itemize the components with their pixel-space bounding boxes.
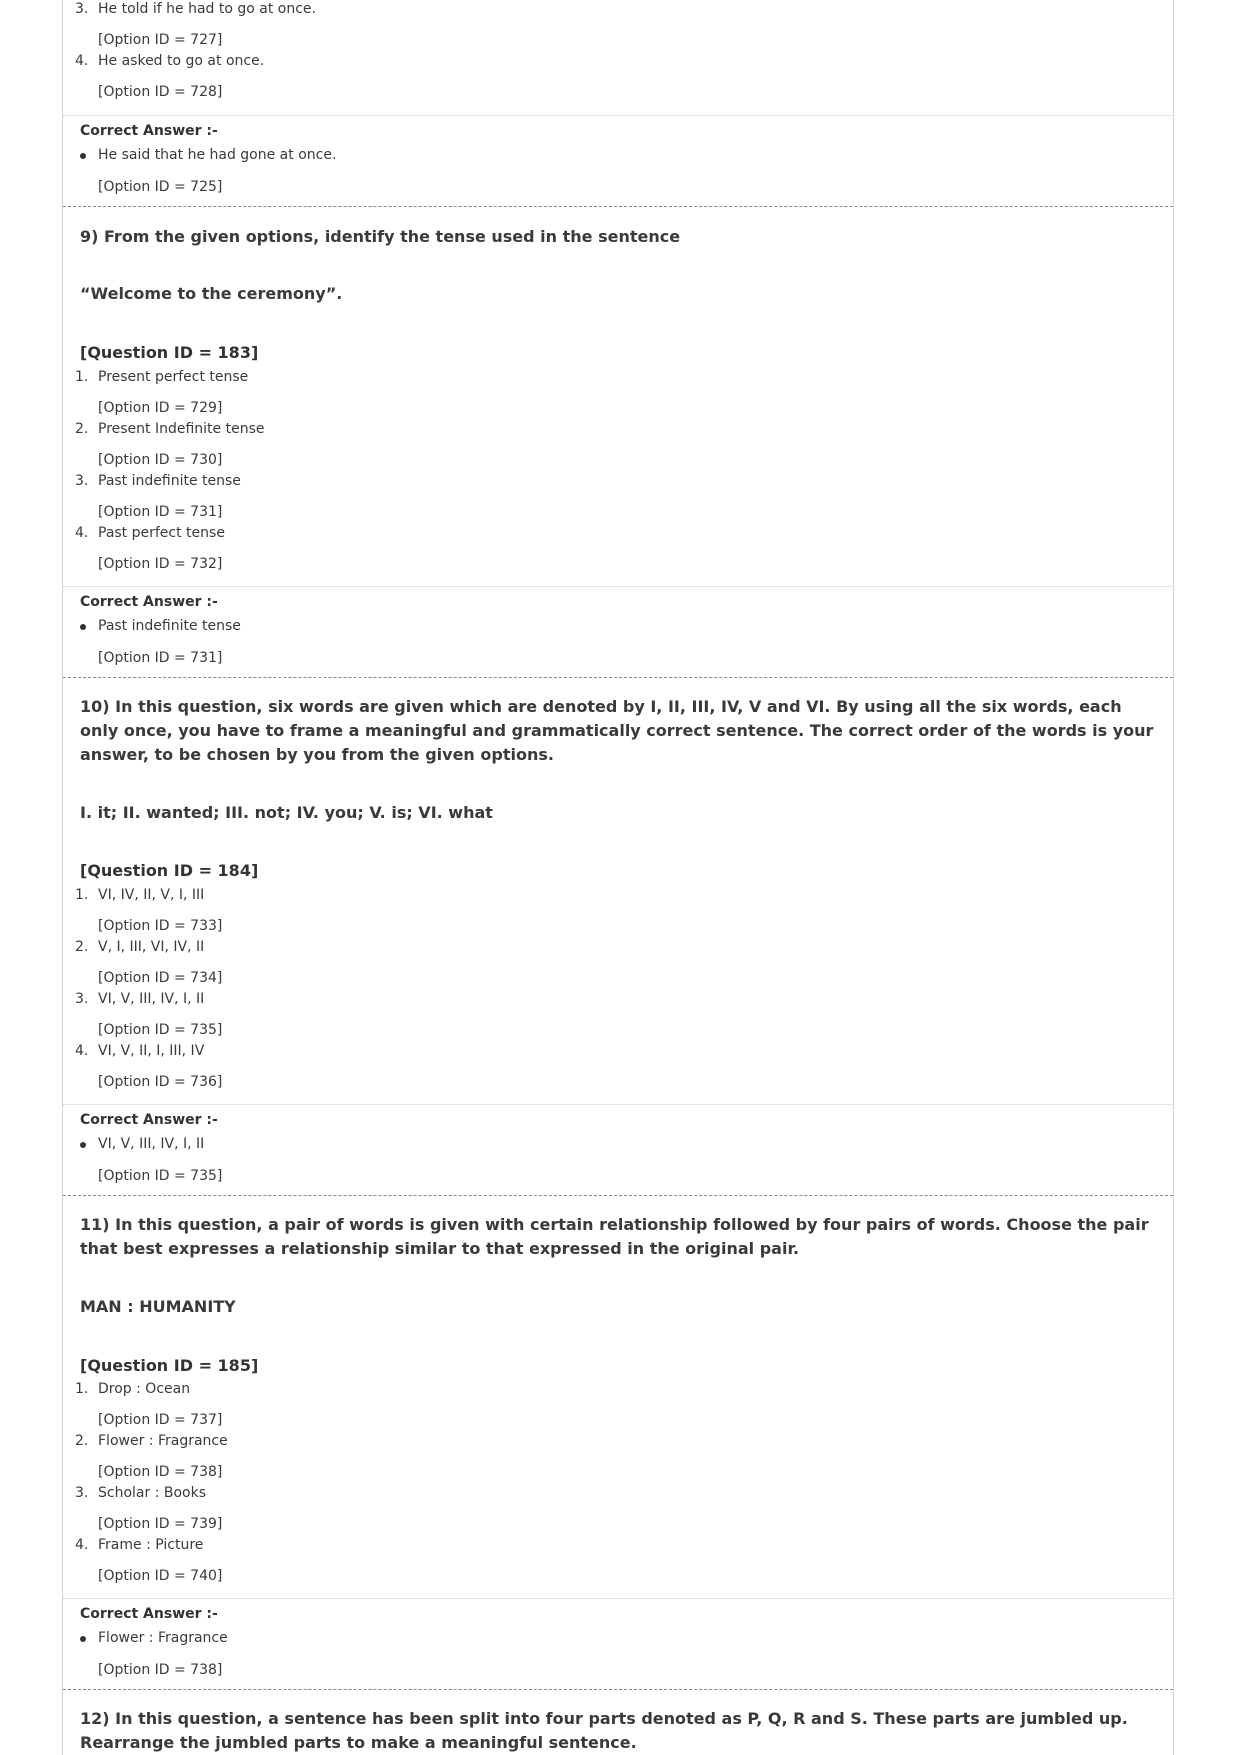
option-number: 4.: [75, 525, 89, 541]
option-text: Past indefinite tense: [98, 473, 241, 489]
option-text: Flower : Fragrance: [98, 1433, 228, 1449]
correct-answer-text: Flower : Fragrance: [98, 1630, 228, 1646]
question-text: 9) From the given options, identify the tense used in the sentence: [80, 227, 681, 246]
correct-answer-option-id: [Option ID = 731]: [98, 650, 223, 666]
option-number: 2.: [75, 939, 89, 955]
correct-answer-label: Correct Answer :-: [80, 123, 218, 139]
answer-bullet-icon: [80, 1636, 86, 1642]
option-number: 3.: [75, 473, 89, 489]
question-id: [Question ID = 183]: [80, 343, 259, 362]
q11-answer-divider: [63, 1598, 1173, 1599]
option-number: 3.: [75, 1, 89, 17]
q8-answer-divider: [63, 115, 1173, 116]
option-text: V, I, III, VI, IV, II: [98, 939, 205, 955]
option-id: [Option ID = 732]: [98, 556, 223, 572]
question-text: 10) In this question, six words are given which are denoted by I, II, III, IV, V and VI. By using all the six words, each only once, you have to frame a meaningful and grammatically correct sentence. The correct order of the words is your answer, to be chosen by you from the given options.: [80, 697, 1154, 764]
option-text: Past perfect tense: [98, 525, 225, 541]
option-id: [Option ID = 734]: [98, 970, 223, 986]
option-id: [Option ID = 740]: [98, 1568, 223, 1584]
correct-answer-label: Correct Answer :-: [80, 1606, 218, 1622]
option-number: 1.: [75, 887, 89, 903]
option-number: 1.: [75, 1381, 89, 1397]
question-separator: [63, 677, 1173, 678]
correct-answer-label: Correct Answer :-: [80, 594, 218, 610]
correct-answer-text: He said that he had gone at once.: [98, 147, 337, 163]
answer-bullet-icon: [80, 153, 86, 159]
question-paper-sheet: [62, 0, 1174, 1755]
option-number: 4.: [75, 1043, 89, 1059]
option-text: He asked to go at once.: [98, 53, 265, 69]
option-text: Frame : Picture: [98, 1537, 204, 1553]
option-id: [Option ID = 728]: [98, 84, 223, 100]
question-text: 11) In this question, a pair of words is given with certain relationship followed by four pairs of words. Choose the pair that best expresses a relationship similar to that expressed in the original pair.: [80, 1215, 1149, 1258]
correct-answer-option-id: [Option ID = 738]: [98, 1662, 223, 1678]
q10-answer-divider: [63, 1104, 1173, 1105]
question-separator: [63, 206, 1173, 207]
option-id: [Option ID = 729]: [98, 400, 223, 416]
question-id: [Question ID = 184]: [80, 861, 259, 880]
option-id: [Option ID = 727]: [98, 32, 223, 48]
option-number: 1.: [75, 369, 89, 385]
option-id: [Option ID = 739]: [98, 1516, 223, 1532]
question-id: [Question ID = 185]: [80, 1356, 259, 1375]
question-word-pair: MAN : HUMANITY: [80, 1297, 236, 1316]
option-text: He told if he had to go at once.: [98, 1, 316, 17]
option-number: 4.: [75, 1537, 89, 1553]
option-text: Drop : Ocean: [98, 1381, 191, 1397]
option-number: 2.: [75, 1433, 89, 1449]
option-id: [Option ID = 736]: [98, 1074, 223, 1090]
question-text: 12) In this question, a sentence has been split into four parts denoted as P, Q, R and S. These parts are jumbled up. Rearrange the jumbled parts to make a meaningful sentence.: [80, 1709, 1128, 1752]
option-number: 3.: [75, 991, 89, 1007]
option-number: 4.: [75, 53, 89, 69]
correct-answer-text: VI, V, III, IV, I, II: [98, 1136, 205, 1152]
option-text: Scholar : Books: [98, 1485, 207, 1501]
option-id: [Option ID = 735]: [98, 1022, 223, 1038]
option-id: [Option ID = 730]: [98, 452, 223, 468]
answer-bullet-icon: [80, 624, 86, 630]
q9-answer-divider: [63, 586, 1173, 587]
option-text: Present Indefinite tense: [98, 421, 265, 437]
correct-answer-option-id: [Option ID = 735]: [98, 1168, 223, 1184]
question-separator: [63, 1689, 1173, 1690]
option-text: Present perfect tense: [98, 369, 249, 385]
option-number: 3.: [75, 1485, 89, 1501]
option-id: [Option ID = 738]: [98, 1464, 223, 1480]
correct-answer-label: Correct Answer :-: [80, 1112, 218, 1128]
question-separator: [63, 1195, 1173, 1196]
answer-bullet-icon: [80, 1142, 86, 1148]
correct-answer-option-id: [Option ID = 725]: [98, 179, 223, 195]
option-text: VI, V, II, I, III, IV: [98, 1043, 205, 1059]
option-id: [Option ID = 733]: [98, 918, 223, 934]
option-text: VI, V, III, IV, I, II: [98, 991, 205, 1007]
correct-answer-text: Past indefinite tense: [98, 618, 241, 634]
option-number: 2.: [75, 421, 89, 437]
option-id: [Option ID = 731]: [98, 504, 223, 520]
option-text: VI, IV, II, V, I, III: [98, 887, 205, 903]
question-word-list: I. it; II. wanted; III. not; IV. you; V. is; VI. what: [80, 803, 493, 822]
question-sentence: “Welcome to the ceremony”.: [80, 284, 343, 303]
option-id: [Option ID = 737]: [98, 1412, 223, 1428]
